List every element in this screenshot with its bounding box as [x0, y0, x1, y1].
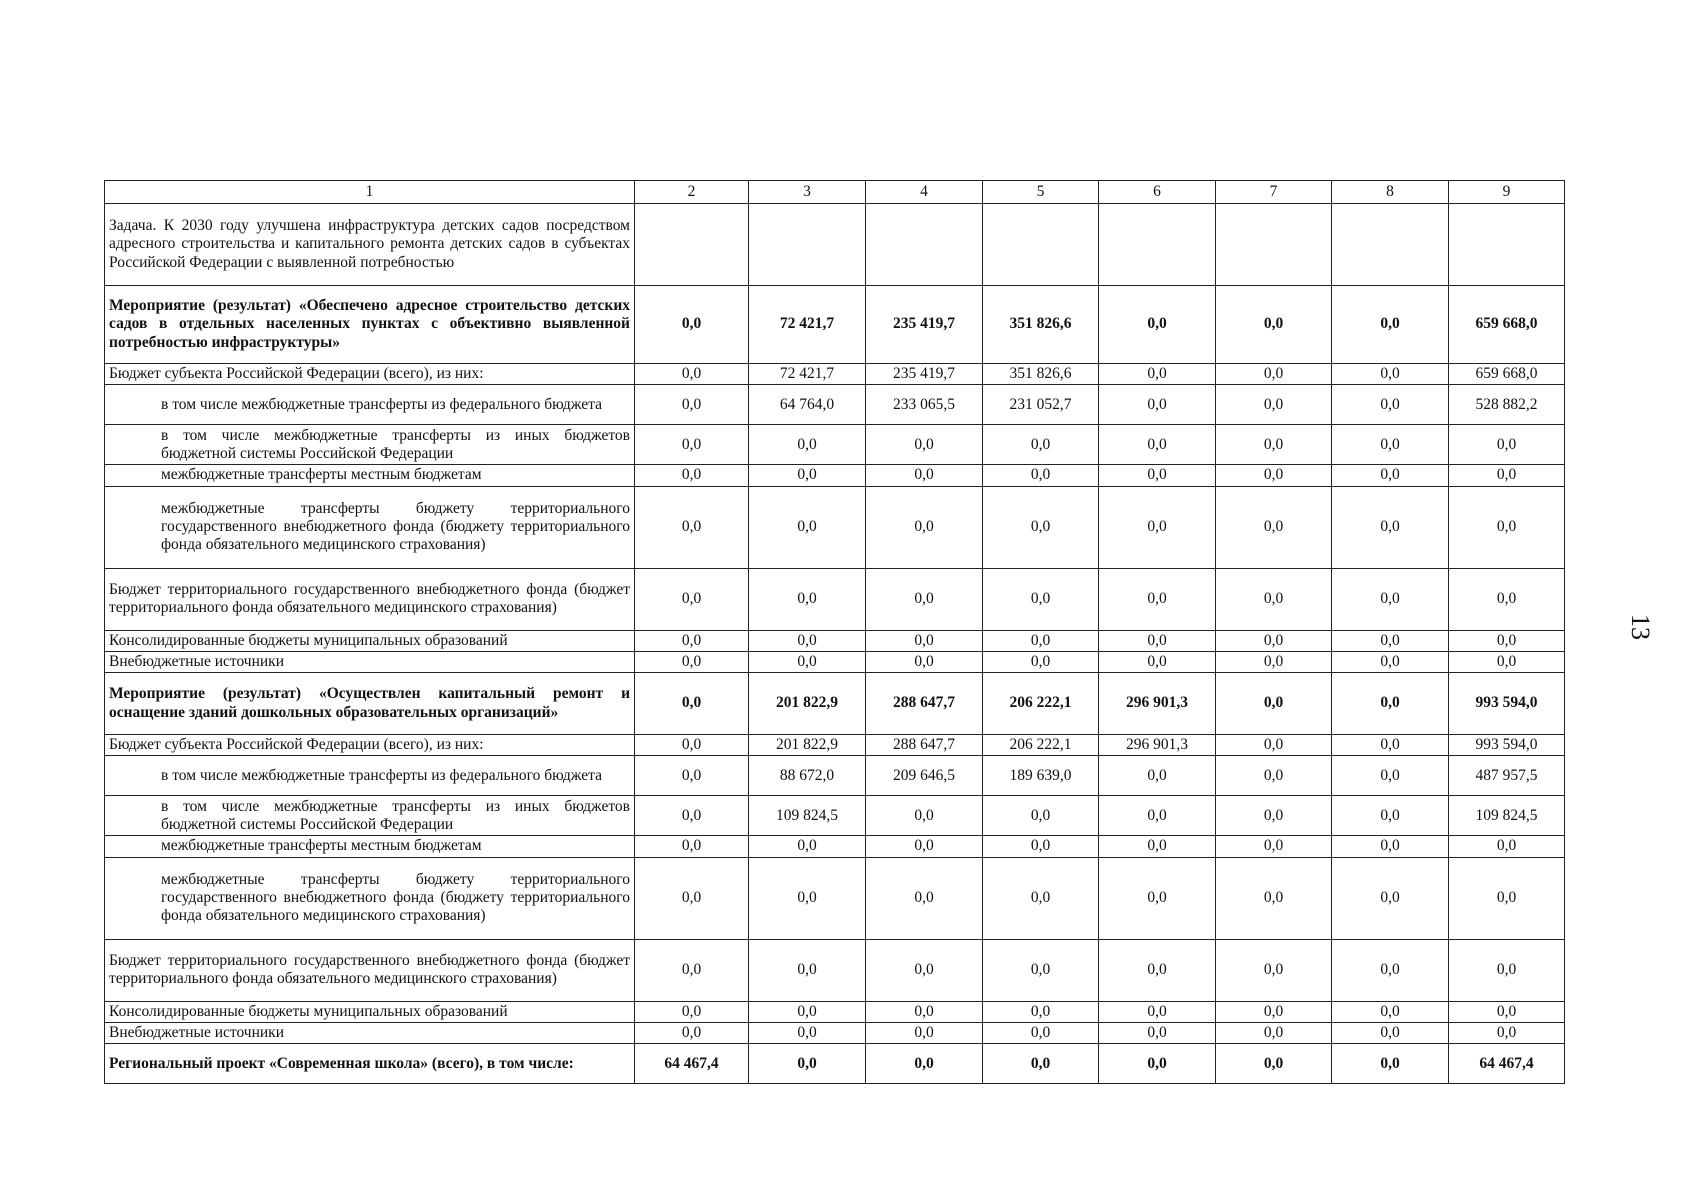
value-cell: 0,0: [1332, 1044, 1449, 1084]
value-cell: 88 672,0: [749, 756, 866, 796]
value-cell: 0,0: [749, 486, 866, 568]
value-cell: 0,0: [983, 425, 1099, 465]
value-cell: 296 901,3: [1099, 673, 1216, 735]
value-cell: 0,0: [1332, 364, 1449, 385]
value-cell: [1099, 204, 1216, 286]
value-cell: 0,0: [983, 568, 1099, 630]
value-cell: 0,0: [1332, 735, 1449, 756]
value-cell: [749, 204, 866, 286]
value-cell: 0,0: [1099, 630, 1216, 651]
value-cell: 0,0: [866, 1022, 983, 1043]
value-cell: 64 764,0: [749, 385, 866, 425]
column-header: 9: [1449, 181, 1565, 204]
value-cell: 0,0: [983, 939, 1099, 1001]
value-cell: 0,0: [635, 1001, 749, 1022]
column-header: 8: [1332, 181, 1449, 204]
value-cell: [983, 204, 1099, 286]
value-cell: 0,0: [635, 796, 749, 836]
table-row: [105, 1044, 1565, 1084]
table-header-row: [105, 181, 1565, 204]
value-cell: 0,0: [1332, 836, 1449, 857]
value-cell: 0,0: [1449, 939, 1565, 1001]
value-cell: 0,0: [1332, 385, 1449, 425]
value-cell: 0,0: [749, 465, 866, 486]
row-description: в том числе межбюджетные трансферты из федерального бюджета: [105, 756, 635, 796]
value-cell: 0,0: [983, 486, 1099, 568]
value-cell: 0,0: [635, 385, 749, 425]
value-cell: 0,0: [1099, 796, 1216, 836]
value-cell: 0,0: [1216, 1001, 1332, 1022]
table-row: [105, 385, 1565, 425]
value-cell: 0,0: [1216, 286, 1332, 364]
value-cell: 0,0: [635, 836, 749, 857]
value-cell: 0,0: [1216, 385, 1332, 425]
page-number: 13: [1626, 614, 1655, 640]
row-description: в том числе межбюджетные трансферты из федерального бюджета: [105, 385, 635, 425]
table-row: [105, 939, 1565, 1001]
value-cell: 0,0: [983, 630, 1099, 651]
table-row: [105, 568, 1565, 630]
table-row: [105, 486, 1565, 568]
value-cell: 0,0: [1332, 1022, 1449, 1043]
value-cell: 0,0: [1216, 673, 1332, 735]
value-cell: 72 421,7: [749, 364, 866, 385]
table-row: [105, 204, 1565, 286]
value-cell: 233 065,5: [866, 385, 983, 425]
value-cell: 0,0: [866, 486, 983, 568]
table-row: [105, 1022, 1565, 1043]
value-cell: 0,0: [635, 857, 749, 939]
value-cell: 0,0: [866, 651, 983, 672]
value-cell: 0,0: [1332, 630, 1449, 651]
value-cell: 0,0: [1099, 568, 1216, 630]
value-cell: 0,0: [1216, 796, 1332, 836]
value-cell: 0,0: [749, 651, 866, 672]
value-cell: 0,0: [1332, 939, 1449, 1001]
value-cell: 0,0: [1216, 836, 1332, 857]
value-cell: 0,0: [983, 651, 1099, 672]
row-description: Мероприятие (результат) «Осуществлен капитальный ремонт и оснащение зданий дошкольных образовательных организаций»: [105, 673, 635, 735]
value-cell: 0,0: [1449, 630, 1565, 651]
value-cell: 0,0: [866, 1001, 983, 1022]
column-header: 7: [1216, 181, 1332, 204]
value-cell: 0,0: [1099, 364, 1216, 385]
table-row: [105, 756, 1565, 796]
value-cell: 0,0: [1216, 756, 1332, 796]
value-cell: 209 646,5: [866, 756, 983, 796]
row-description: межбюджетные трансферты местным бюджетам: [105, 836, 635, 857]
value-cell: 487 957,5: [1449, 756, 1565, 796]
value-cell: 0,0: [1332, 1001, 1449, 1022]
value-cell: 351 826,6: [983, 286, 1099, 364]
value-cell: 0,0: [749, 568, 866, 630]
row-description: Внебюджетные источники: [105, 651, 635, 672]
value-cell: 0,0: [1099, 939, 1216, 1001]
value-cell: 109 824,5: [1449, 796, 1565, 836]
value-cell: 0,0: [983, 836, 1099, 857]
value-cell: 235 419,7: [866, 364, 983, 385]
value-cell: 0,0: [635, 286, 749, 364]
table-row: [105, 630, 1565, 651]
value-cell: 0,0: [635, 425, 749, 465]
row-description: Бюджет территориального государственного внебюджетного фонда (бюджет территориального фонда обязательного медицинского страхования): [105, 568, 635, 630]
table-row: [105, 465, 1565, 486]
value-cell: 993 594,0: [1449, 673, 1565, 735]
value-cell: 0,0: [1332, 796, 1449, 836]
value-cell: 0,0: [1216, 486, 1332, 568]
column-header: 3: [749, 181, 866, 204]
value-cell: 0,0: [749, 425, 866, 465]
value-cell: 0,0: [1449, 486, 1565, 568]
value-cell: 0,0: [866, 568, 983, 630]
row-description: Консолидированные бюджеты муниципальных образований: [105, 1001, 635, 1022]
value-cell: 201 822,9: [749, 735, 866, 756]
value-cell: 0,0: [983, 1022, 1099, 1043]
row-description: межбюджетные трансферты бюджету территориального государственного внебюджетного фонда (бюджету территориального фонда обязательного медицинского страхования): [105, 486, 635, 568]
value-cell: [635, 204, 749, 286]
value-cell: 206 222,1: [983, 673, 1099, 735]
column-header: 4: [866, 181, 983, 204]
value-cell: [1332, 204, 1449, 286]
value-cell: 0,0: [749, 939, 866, 1001]
value-cell: 0,0: [749, 1022, 866, 1043]
table-row: [105, 673, 1565, 735]
value-cell: 0,0: [983, 857, 1099, 939]
value-cell: 0,0: [1449, 857, 1565, 939]
value-cell: 0,0: [635, 651, 749, 672]
value-cell: 0,0: [1099, 486, 1216, 568]
value-cell: 0,0: [1099, 385, 1216, 425]
value-cell: 0,0: [1216, 1044, 1332, 1084]
value-cell: 0,0: [983, 1044, 1099, 1084]
value-cell: 0,0: [1099, 651, 1216, 672]
value-cell: 231 052,7: [983, 385, 1099, 425]
value-cell: 659 668,0: [1449, 286, 1565, 364]
value-cell: 288 647,7: [866, 673, 983, 735]
value-cell: 0,0: [1216, 425, 1332, 465]
value-cell: 296 901,3: [1099, 735, 1216, 756]
column-header: 1: [105, 181, 635, 204]
value-cell: 0,0: [1332, 651, 1449, 672]
value-cell: 0,0: [1216, 1022, 1332, 1043]
row-description: межбюджетные трансферты местным бюджетам: [105, 465, 635, 486]
value-cell: 0,0: [1216, 568, 1332, 630]
value-cell: 0,0: [866, 465, 983, 486]
value-cell: 0,0: [1332, 286, 1449, 364]
value-cell: 0,0: [1332, 465, 1449, 486]
row-description: межбюджетные трансферты бюджету территориального государственного внебюджетного фонда (бюджету территориального фонда обязательного медицинского страхования): [105, 857, 635, 939]
value-cell: 0,0: [983, 1001, 1099, 1022]
value-cell: 0,0: [635, 673, 749, 735]
value-cell: 0,0: [1099, 465, 1216, 486]
value-cell: 528 882,2: [1449, 385, 1565, 425]
row-description: в том числе межбюджетные трансферты из иных бюджетов бюджетной системы Российской Федерации: [105, 796, 635, 836]
value-cell: 0,0: [635, 630, 749, 651]
table-row: [105, 735, 1565, 756]
value-cell: 0,0: [635, 756, 749, 796]
value-cell: 0,0: [749, 1044, 866, 1084]
value-cell: 0,0: [866, 857, 983, 939]
table-row: [105, 364, 1565, 385]
value-cell: 0,0: [1099, 857, 1216, 939]
value-cell: 0,0: [635, 364, 749, 385]
value-cell: [866, 204, 983, 286]
value-cell: 0,0: [1099, 756, 1216, 796]
row-description: Мероприятие (результат) «Обеспечено адресное строительство детских садов в отдельных населенных пунктах с объективно выявленной потребностью инфраструктуры»: [105, 286, 635, 364]
row-description: Региональный проект «Современная школа» (всего), в том числе:: [105, 1044, 635, 1084]
value-cell: 0,0: [1099, 836, 1216, 857]
value-cell: 0,0: [1449, 836, 1565, 857]
value-cell: 0,0: [1099, 1022, 1216, 1043]
value-cell: 0,0: [1099, 1044, 1216, 1084]
value-cell: 0,0: [1449, 651, 1565, 672]
value-cell: 0,0: [635, 1022, 749, 1043]
value-cell: 0,0: [1099, 1001, 1216, 1022]
value-cell: 993 594,0: [1449, 735, 1565, 756]
value-cell: 351 826,6: [983, 364, 1099, 385]
value-cell: 0,0: [749, 857, 866, 939]
table-row: [105, 651, 1565, 672]
value-cell: 0,0: [1332, 673, 1449, 735]
value-cell: 0,0: [1449, 1022, 1565, 1043]
row-description: Бюджет территориального государственного внебюджетного фонда (бюджет территориального фонда обязательного медицинского страхования): [105, 939, 635, 1001]
value-cell: 0,0: [1449, 465, 1565, 486]
table-row: [105, 1001, 1565, 1022]
value-cell: 0,0: [1332, 857, 1449, 939]
value-cell: 0,0: [866, 836, 983, 857]
value-cell: 0,0: [635, 939, 749, 1001]
value-cell: 0,0: [1216, 651, 1332, 672]
value-cell: 64 467,4: [1449, 1044, 1565, 1084]
value-cell: 0,0: [1332, 486, 1449, 568]
value-cell: 72 421,7: [749, 286, 866, 364]
value-cell: 0,0: [1332, 756, 1449, 796]
value-cell: 201 822,9: [749, 673, 866, 735]
value-cell: 189 639,0: [983, 756, 1099, 796]
value-cell: 0,0: [866, 425, 983, 465]
value-cell: 0,0: [635, 568, 749, 630]
column-header: 5: [983, 181, 1099, 204]
value-cell: 0,0: [1099, 425, 1216, 465]
row-description: Задача. К 2030 году улучшена инфраструктура детских садов посредством адресного строительства и капитального ремонта детских садов в субъектах Российской Федерации с выявленной потребностью: [105, 204, 635, 286]
value-cell: 0,0: [635, 465, 749, 486]
value-cell: 0,0: [866, 796, 983, 836]
value-cell: 0,0: [635, 735, 749, 756]
table-row: [105, 286, 1565, 364]
column-header: 2: [635, 181, 749, 204]
table-row: [105, 836, 1565, 857]
value-cell: 288 647,7: [866, 735, 983, 756]
value-cell: 0,0: [749, 1001, 866, 1022]
value-cell: [1449, 204, 1565, 286]
row-description: в том числе межбюджетные трансферты из иных бюджетов бюджетной системы Российской Федерации: [105, 425, 635, 465]
value-cell: 659 668,0: [1449, 364, 1565, 385]
table-row: [105, 796, 1565, 836]
table-row: [105, 425, 1565, 465]
value-cell: 0,0: [1216, 465, 1332, 486]
value-cell: 0,0: [749, 630, 866, 651]
value-cell: 64 467,4: [635, 1044, 749, 1084]
row-description: Внебюджетные источники: [105, 1022, 635, 1043]
value-cell: 206 222,1: [983, 735, 1099, 756]
value-cell: 0,0: [1216, 857, 1332, 939]
value-cell: 0,0: [1332, 425, 1449, 465]
budget-table: [104, 180, 1565, 1084]
value-cell: 0,0: [1449, 568, 1565, 630]
value-cell: 0,0: [866, 630, 983, 651]
value-cell: 235 419,7: [866, 286, 983, 364]
table-row: [105, 857, 1565, 939]
value-cell: 0,0: [866, 1044, 983, 1084]
value-cell: 0,0: [1332, 568, 1449, 630]
row-description: Консолидированные бюджеты муниципальных образований: [105, 630, 635, 651]
column-header: 6: [1099, 181, 1216, 204]
value-cell: 0,0: [635, 486, 749, 568]
value-cell: 0,0: [1099, 286, 1216, 364]
value-cell: 0,0: [1449, 425, 1565, 465]
value-cell: 0,0: [983, 465, 1099, 486]
value-cell: 0,0: [983, 796, 1099, 836]
value-cell: 0,0: [1216, 735, 1332, 756]
value-cell: 0,0: [866, 939, 983, 1001]
value-cell: 0,0: [1216, 364, 1332, 385]
value-cell: 0,0: [1216, 939, 1332, 1001]
value-cell: [1216, 204, 1332, 286]
value-cell: 0,0: [749, 836, 866, 857]
row-description: Бюджет субъекта Российской Федерации (всего), из них:: [105, 364, 635, 385]
value-cell: 109 824,5: [749, 796, 866, 836]
value-cell: 0,0: [1449, 1001, 1565, 1022]
row-description: Бюджет субъекта Российской Федерации (всего), из них:: [105, 735, 635, 756]
value-cell: 0,0: [1216, 630, 1332, 651]
